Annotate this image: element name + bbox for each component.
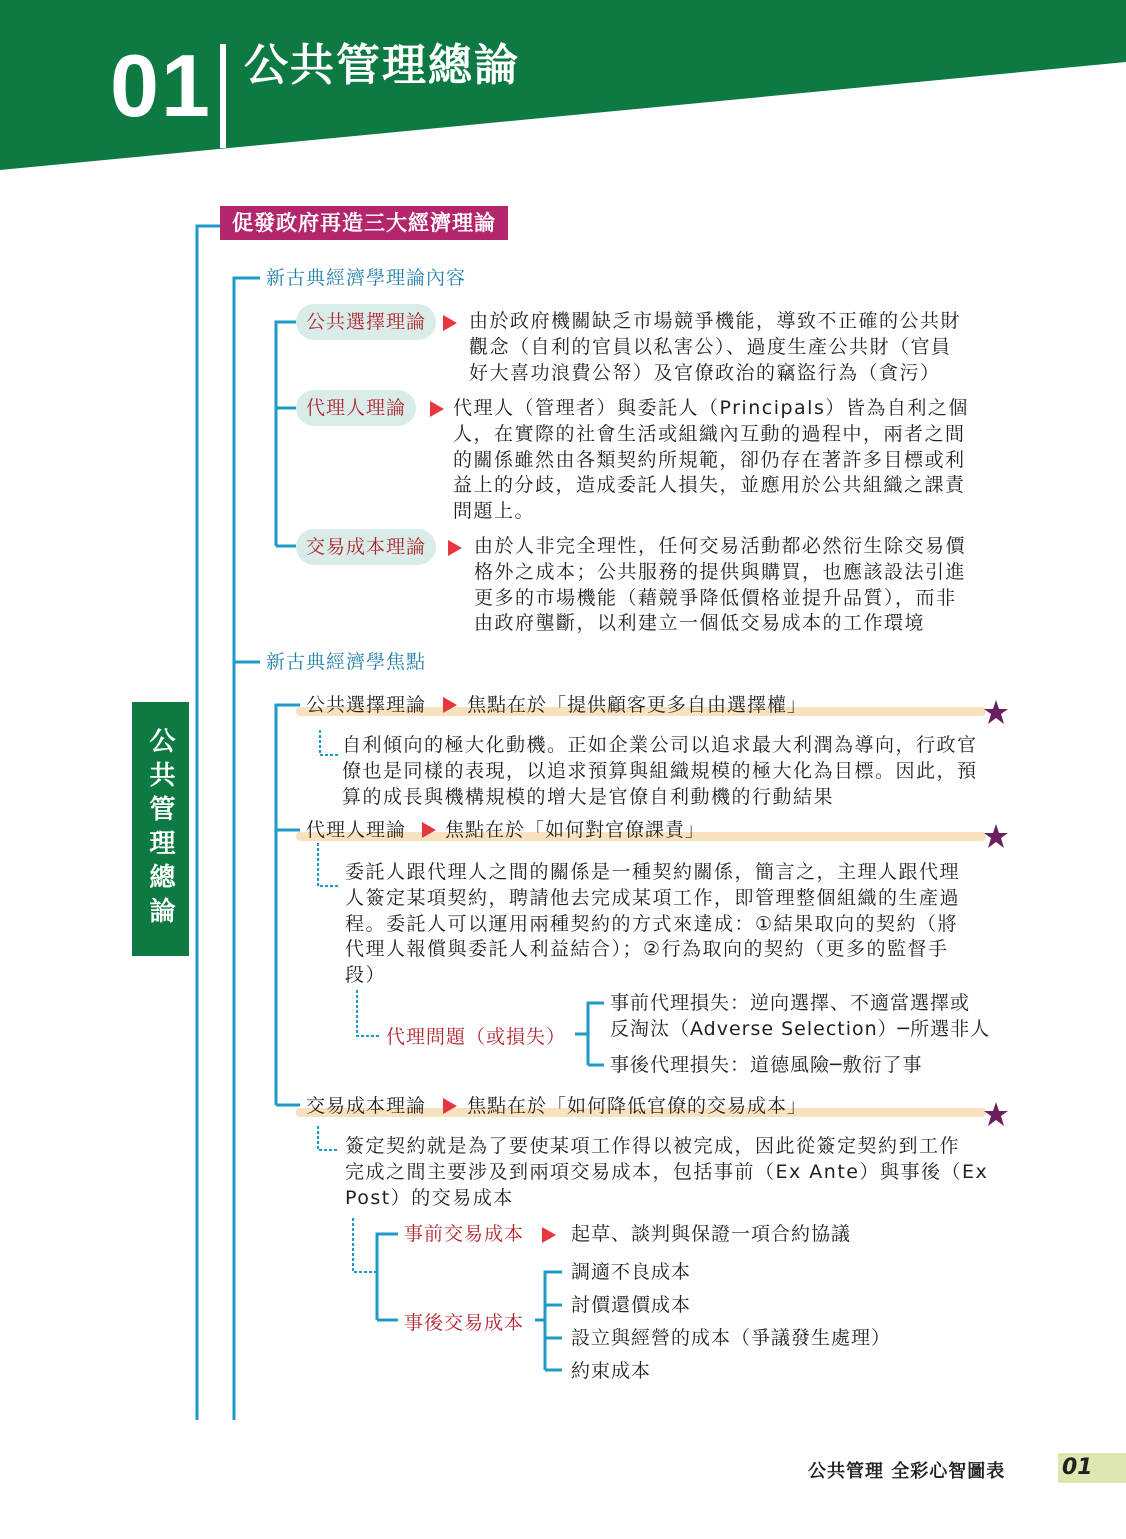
main-title: 促發政府再造三大經濟理論 bbox=[220, 206, 508, 240]
ex-post-cost-item: 設立與經營的成本（爭議發生處理） bbox=[571, 1327, 892, 1349]
agency-problem-item: 反淘汰（Adverse Selection）─所選非人 bbox=[610, 1018, 991, 1040]
theory-description: 代理人（管理者）與委託人（Principals）皆為自利之個 人，在實際的社會生活或組織內互動的過程中，兩者之間 的關係雖然由各類契約所規範，卻仍存在著許多目標或利 益上的分歧，造成委託人損失，並應用於公共組織之課責 問題上。 bbox=[453, 397, 969, 523]
chapter-title: 公共管理總論 bbox=[244, 40, 520, 91]
focus-description: 自利傾向的極大化動機。正如企業公司以追求最大利潤為導向，行政官 僚也是同樣的表現，以追求預算與組織規模的極大化為目標。因此，預 算的成長與機構規模的增大是官僚自利動機的行動結果 bbox=[342, 734, 978, 808]
focus-statement: 焦點在於「如何降低官僚的交易成本」 bbox=[467, 1095, 808, 1117]
page-number: 01 bbox=[1062, 1455, 1093, 1480]
footer-book-title: 公共管理 全彩心智圖表 bbox=[808, 1461, 1006, 1482]
theory-pill: 交易成本理論 bbox=[296, 529, 436, 565]
focus-statement: 焦點在於「如何對官僚課責」 bbox=[445, 819, 706, 841]
focus-label: 公共選擇理論 bbox=[306, 694, 427, 716]
focus-label: 交易成本理論 bbox=[306, 1095, 427, 1117]
sidebar-chapter-label: 公共管理總論 bbox=[132, 702, 189, 956]
agency-problem-label: 代理問題（或損失） bbox=[386, 1026, 567, 1048]
theory-pill: 公共選擇理論 bbox=[296, 304, 436, 340]
focus-description: 簽定契約就是為了要使某項工作得以被完成，因此從簽定契約到工作 完成之間主要涉及到兩項交易成本，包括事前（Ex Ante）與事後（Ex Post）的交易成本 bbox=[345, 1135, 989, 1209]
arrow-right-icon bbox=[448, 540, 462, 556]
section-title: 新古典經濟學焦點 bbox=[266, 651, 427, 673]
ex-post-cost-item: 調適不良成本 bbox=[571, 1261, 692, 1283]
focus-label: 代理人理論 bbox=[306, 819, 407, 841]
arrow-right-icon bbox=[542, 1227, 556, 1243]
arrow-right-icon bbox=[443, 315, 457, 331]
section-title: 新古典經濟學理論內容 bbox=[266, 267, 467, 289]
star-icon bbox=[983, 1101, 1009, 1127]
arrow-right-icon bbox=[422, 822, 436, 838]
star-icon bbox=[983, 823, 1009, 849]
arrow-right-icon bbox=[443, 697, 457, 713]
agency-problem-item: 事後代理損失：道德風險─敷衍了事 bbox=[610, 1054, 923, 1076]
ex-ante-cost-text: 起草、談判與保證一項合約協議 bbox=[571, 1223, 852, 1245]
ex-post-cost-item: 討價還價成本 bbox=[571, 1294, 692, 1316]
ex-post-cost-item: 約束成本 bbox=[571, 1360, 652, 1382]
ex-ante-cost-label: 事前交易成本 bbox=[404, 1223, 525, 1245]
theory-pill: 代理人理論 bbox=[296, 390, 416, 426]
chapter-number: 01 bbox=[110, 36, 212, 135]
theory-description: 由於人非完全理性，任何交易活動都必然衍生除交易價 格外之成本；公共服務的提供與購買，也應該設法引進 更多的市場機能（藉競爭降低價格並提升品質），而非 由政府壟斷，以利建立一個低交易成本的工作環境 bbox=[474, 535, 967, 635]
theory-description: 由於政府機關缺乏市場競爭機能，導致不正確的公共財 觀念（自利的官員以私害公）、過度生產公共財（官員 好大喜功浪費公帑）及官僚政治的竊盜行為（貪污） bbox=[469, 310, 962, 384]
agency-problem-item: 事前代理損失：逆向選擇、不適當選擇或 bbox=[610, 992, 971, 1014]
ex-post-cost-label: 事後交易成本 bbox=[404, 1312, 525, 1334]
focus-description: 委託人跟代理人之間的關係是一種契約關係，簡言之，主理人跟代理 人簽定某項契約，聘請他去完成某項工作，即管理整個組織的生產過 程。委託人可以運用兩種契約的方式來達成：①結果取向的契約（將 代理人報償與委託人利益結合）；②行為取向的契約（更多的監督手 段） bbox=[345, 861, 961, 987]
arrow-right-icon bbox=[443, 1098, 457, 1114]
arrow-right-icon bbox=[430, 401, 444, 417]
star-icon bbox=[983, 699, 1009, 725]
focus-statement: 焦點在於「提供顧客更多自由選擇權」 bbox=[467, 694, 808, 716]
